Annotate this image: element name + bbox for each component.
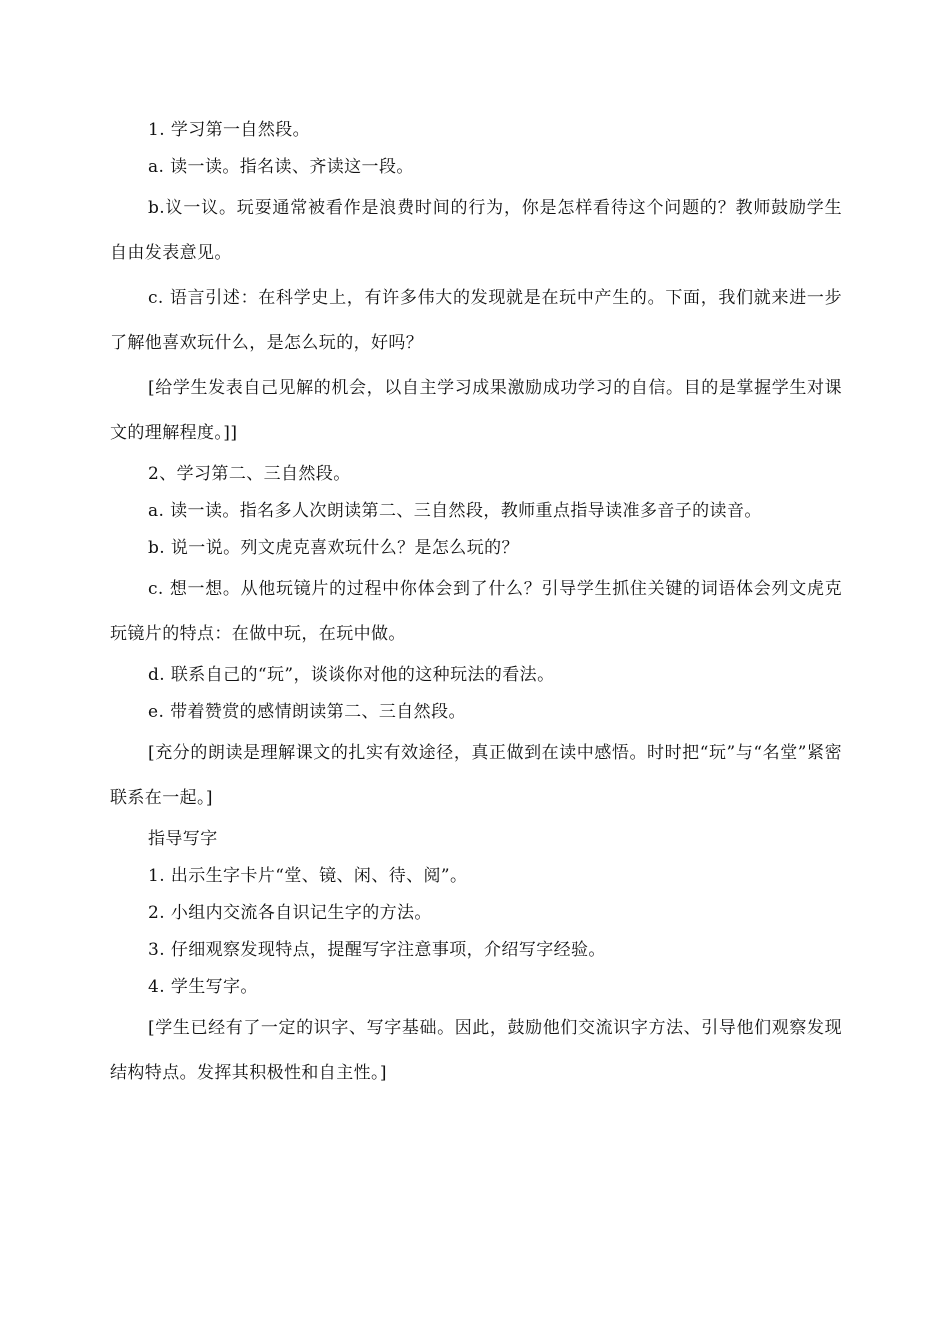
paragraph-8: b. 说一说。列文虎克喜欢玩什么？是怎么玩的？ — [148, 538, 519, 558]
paragraph-11: e. 带着赞赏的感情朗读第二、三自然段。 — [148, 702, 466, 722]
paragraph-16: 3. 仔细观察发现特点，提醒写字注意事项，介绍写字经验。 — [148, 940, 606, 960]
paragraph-5: [给学生发表自己见解的机会，以自主学习成果激励成功学习的自信。目的是掌握学生对课文的理解程度。]] — [110, 378, 842, 443]
paragraph-2: a. 读一读。指名读、齐读这一段。 — [148, 157, 414, 177]
paragraph-14: 1. 出示生字卡片“堂、镜、闲、待、阅”。 — [148, 866, 468, 886]
paragraph-6: 2、学习第二、三自然段。 — [148, 464, 351, 484]
paragraph-1: 1. 学习第一自然段。 — [148, 120, 311, 140]
paragraph-3: b.议一议。玩耍通常被看作是浪费时间的行为，你是怎样看待这个问题的？教师鼓励学生自由发表意见。 — [110, 198, 842, 263]
paragraph-18: [学生已经有了一定的识字、写字基础。因此，鼓励他们交流识字方法、引导他们观察发现结构特点。发挥其积极性和自主性。] — [110, 1018, 842, 1083]
paragraph-10: d. 联系自己的“玩”，谈谈你对他的这种玩法的看法。 — [148, 665, 555, 685]
paragraph-9: c. 想一想。从他玩镜片的过程中你体会到了什么？引导学生抓住关键的词语体会列文虎克玩镜片的特点：在做中玩，在玩中做。 — [110, 579, 842, 644]
paragraph-12: [充分的朗读是理解课文的扎实有效途径，真正做到在读中感悟。时时把“玩”与“名堂”紧密联系在一起。] — [110, 743, 842, 808]
paragraph-13-heading: 指导写字 — [148, 829, 218, 849]
paragraph-15: 2. 小组内交流各自识记生字的方法。 — [148, 903, 432, 923]
paragraph-17: 4. 学生写字。 — [148, 977, 258, 997]
paragraph-4: c. 语言引述：在科学史上，有许多伟大的发现就是在玩中产生的。下面，我们就来进一步了解他喜欢玩什么，是怎么玩的，好吗？ — [110, 288, 842, 353]
paragraph-7: a. 读一读。指名多人次朗读第二、三自然段，教师重点指导读准多音子的读音。 — [148, 501, 762, 521]
